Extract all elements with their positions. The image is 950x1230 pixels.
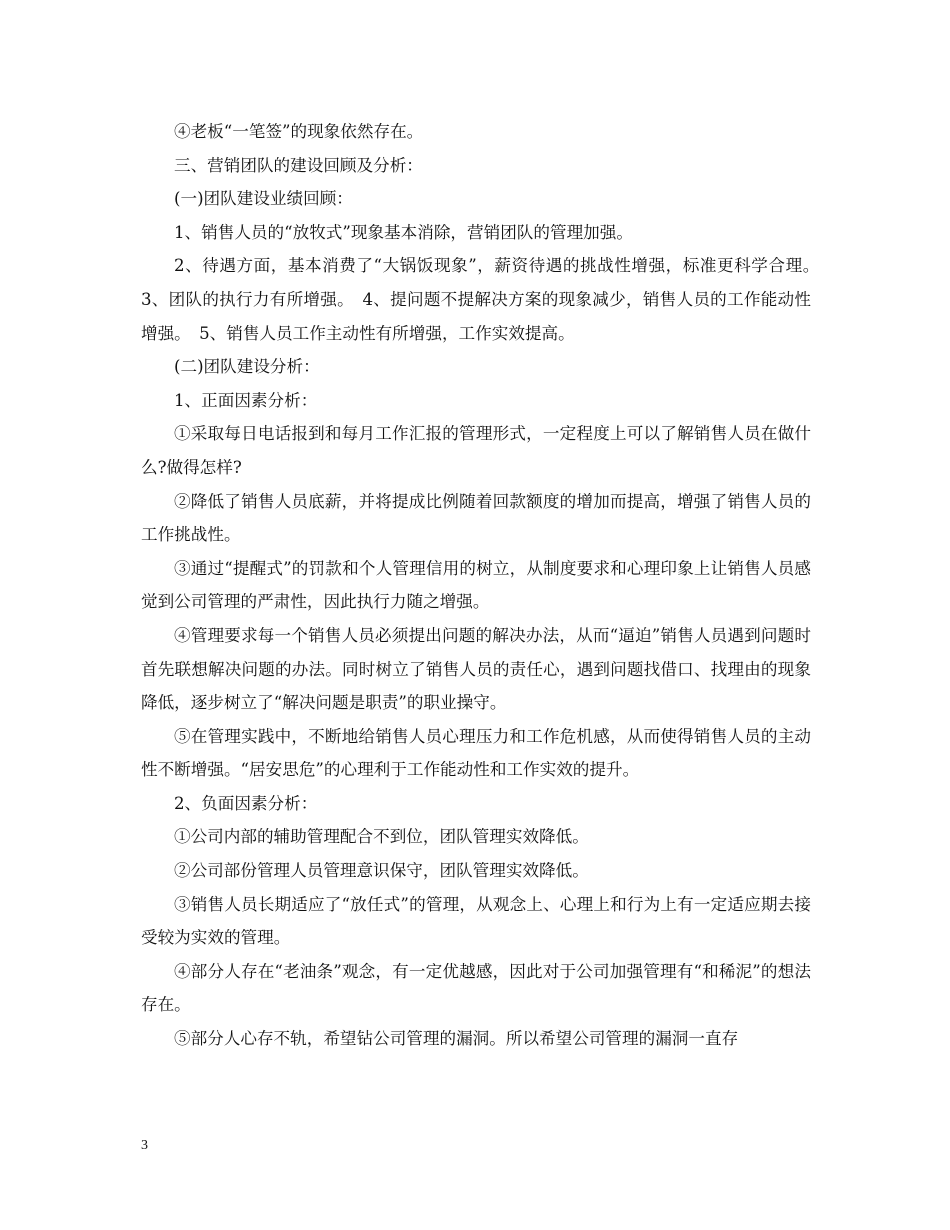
- paragraph: 1、销售人员的“放牧式”现象基本消除，营销团队的管理加强。: [174, 222, 633, 242]
- list-item: ①公司内部的辅助管理配合不到位，团队管理实效降低。: [174, 827, 589, 847]
- list-item: ⑤部分人心存不轨，希望钻公司管理的漏洞。所以希望公司管理的漏洞一直存: [174, 1029, 739, 1049]
- list-item: ③销售人员长期适应了“放任式”的管理，从观念上、心理上和行为上有一定适应期去接受较为实效的管理。: [141, 894, 811, 948]
- list-item: ②公司部份管理人员管理意识保守，团队管理实效降低。: [174, 861, 589, 881]
- list-item: ③通过“提醒式”的罚款和个人管理信用的树立，从制度要求和心理印象上让销售人员感觉到公司管理的严肃性，因此执行力随之增强。: [141, 558, 811, 612]
- paragraph: ④老板“一笔签”的现象依然存在。: [174, 122, 424, 141]
- list-item: ②降低了销售人员底薪，并将提成比例随着回款额度的增加而提高，增强了销售人员的工作挑战性。: [141, 491, 811, 545]
- list-heading: 2、负面因素分析：: [174, 793, 318, 813]
- subsection-heading: (一)团队建设业绩回顾：: [174, 189, 353, 209]
- list-heading: 1、正面因素分析：: [174, 390, 318, 410]
- list-item: ①采取每日电话报到和每月工作汇报的管理形式，一定程度上可以了解销售人员在做什么?做得怎样?: [141, 424, 811, 477]
- paragraph: 2、待遇方面，基本消费了“大锅饭现象”，薪资待遇的挑战性增强，标准更科学合理。 3、团队的执行力有所增强。 4、提问题不提解决方案的现象减少，销售人员的工作能动性增强。 5、销售人员工作主动性有所增强，工作实效提高。: [141, 256, 828, 343]
- section-heading: 三、营销团队的建设回顾及分析：: [174, 155, 423, 175]
- list-item: ④管理要求每一个销售人员必须提出问题的解决办法，从而“逼迫”销售人员遇到问题时首先联想解决问题的办法。同时树立了销售人员的责任心，遇到问题找借口、找理由的现象降低，逐步树立了“解决问题是职责”的职业操守。: [141, 625, 811, 713]
- subsection-heading: (二)团队建设分析：: [174, 357, 320, 377]
- list-item: ④部分人存在“老油条”观念，有一定优越感，因此对于公司加强管理有“和稀泥”的想法存在。: [141, 961, 811, 1015]
- document-body: [141, 115, 828, 1056]
- list-item: ⑤在管理实践中，不断地给销售人员心理压力和工作危机感，从而使得销售人员的主动性不断增强。“居安思危”的心理利于工作能动性和工作实效的提升。: [141, 726, 811, 780]
- page-number: 3: [141, 1138, 148, 1153]
